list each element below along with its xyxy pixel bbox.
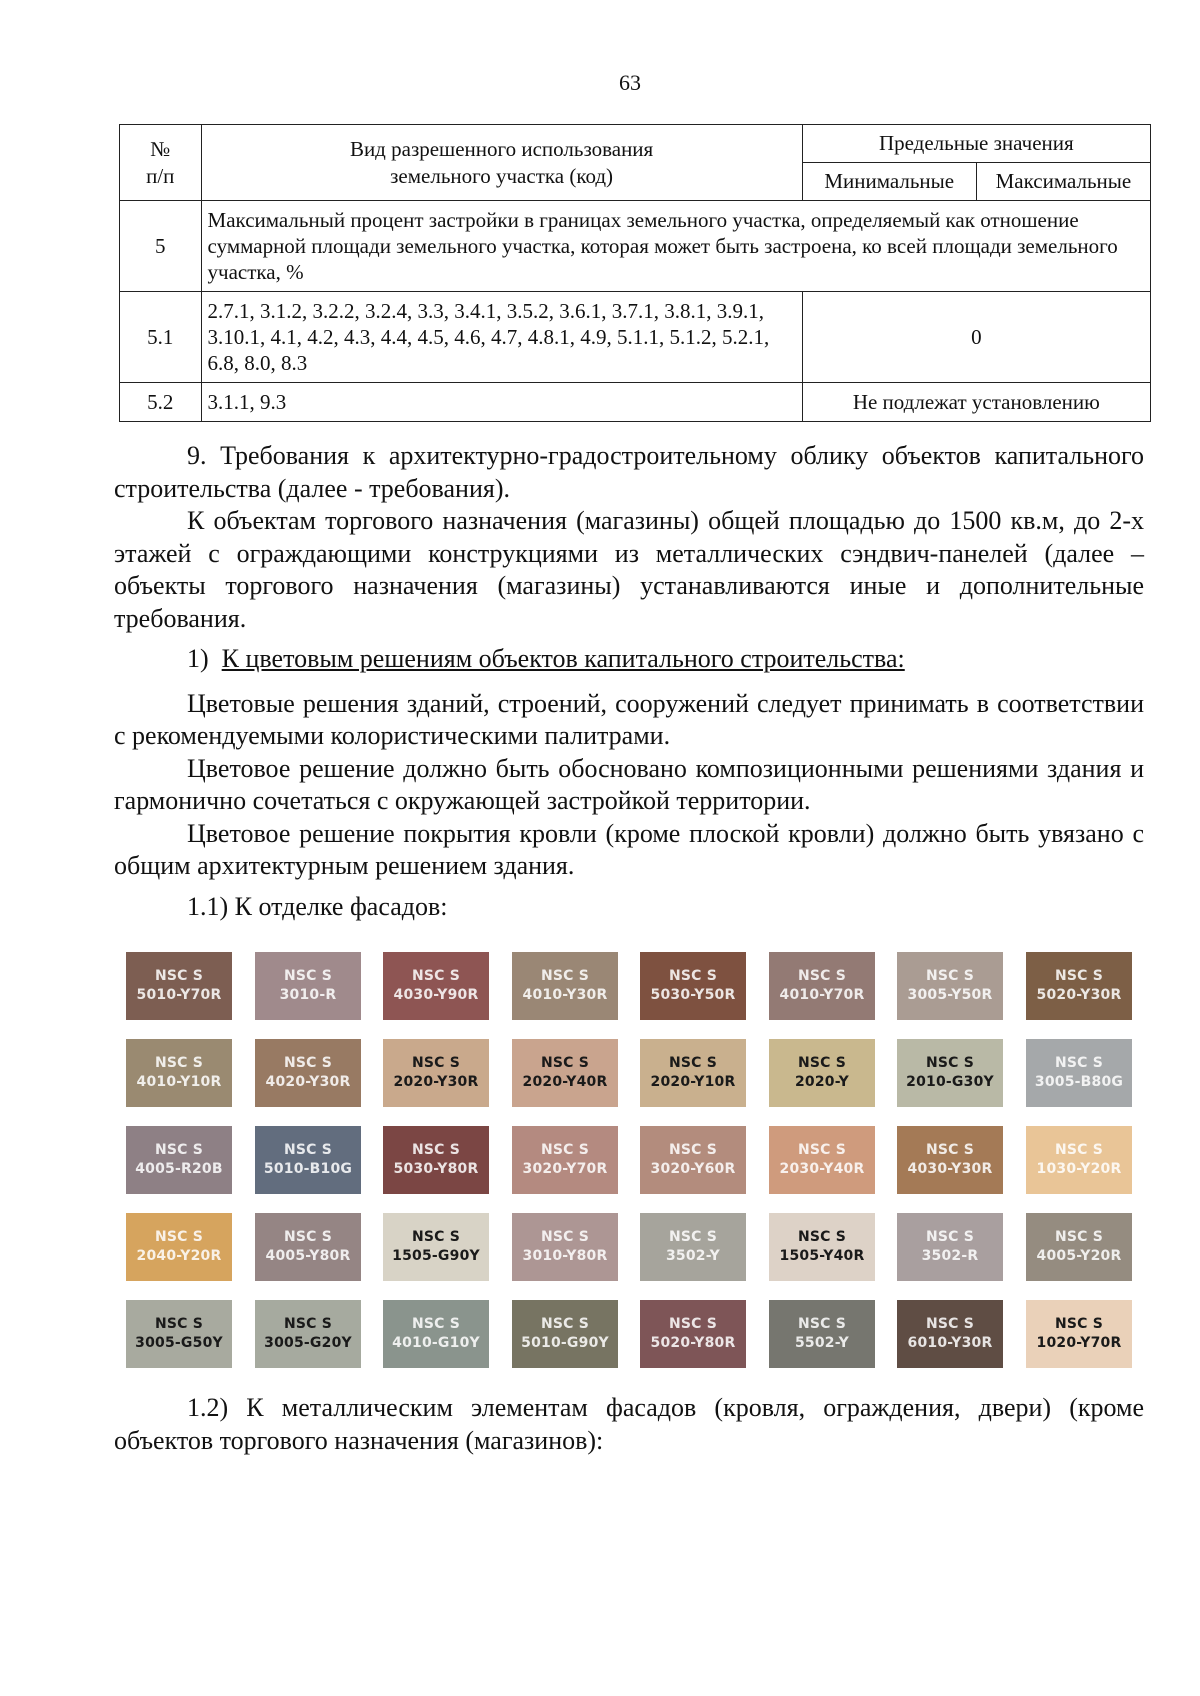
swatch-label-code: 5030-Y50R	[650, 987, 736, 1003]
color-swatch	[640, 1126, 746, 1194]
swatch-label-line1: NSC S	[668, 1229, 718, 1245]
swatch-label-line1: NSC S	[925, 1229, 975, 1245]
swatch-label-code: 2020-Y10R	[650, 1074, 736, 1090]
paragraph-retail-objects: К объектам торгового назначения (магазины) общей площадью до 1500 кв.м, до 2-х этажей с ограждающими конструкциями из металлических сэндвич-панелей (далее – объекты торгового назначения (магазины) устанавливаются иные и дополнительные требования.	[114, 506, 1144, 633]
paragraph-color-palettes: Цветовые решения зданий, строений, сооружений следует принимать в соответствии с рекомендуемыми колористическими палитрами.	[114, 688, 1144, 750]
paragraph-roof-color: Цветовое решение покрытия кровли (кроме плоской кровли) должно быть увязано с общим архитектурным решением здания.	[114, 818, 1144, 880]
color-swatch	[126, 1213, 232, 1281]
swatch-label-line1: NSC S	[925, 1142, 975, 1158]
color-swatch	[383, 1126, 489, 1194]
color-swatch	[1026, 1126, 1132, 1194]
row-value: Не подлежат установлению	[802, 383, 1150, 422]
color-swatch	[383, 1213, 489, 1281]
swatch-label-line1: NSC S	[540, 1229, 590, 1245]
swatch-label-code: 3010-R	[279, 987, 337, 1003]
color-swatch	[640, 1213, 746, 1281]
swatch-label-code: 1030-Y20R	[1036, 1161, 1122, 1177]
color-swatch	[897, 1126, 1003, 1194]
color-swatch	[769, 1126, 875, 1194]
color-swatch	[1026, 1213, 1132, 1281]
row-codes: 3.1.1, 9.3	[201, 383, 802, 422]
swatch-label-line1: NSC S	[925, 968, 975, 984]
swatch-label-code: 4010-Y70R	[779, 987, 865, 1003]
swatch-label-code: 4005-Y80R	[265, 1248, 351, 1264]
swatch-label-code: 3005-B80G	[1034, 1074, 1124, 1090]
swatch-label-code: 5010-B10G	[263, 1161, 353, 1177]
swatch-label-line1: NSC S	[797, 1055, 847, 1071]
swatch-label-line1: NSC S	[1054, 1316, 1104, 1332]
swatch-label-line1: NSC S	[154, 1142, 204, 1158]
swatch-label-line1: NSC S	[540, 968, 590, 984]
row-number: 5.1	[120, 292, 202, 383]
swatch-label-code: 5020-Y30R	[1036, 987, 1122, 1003]
color-swatch	[769, 1300, 875, 1368]
swatch-label-code: 4005-Y20R	[1036, 1248, 1122, 1264]
color-swatch	[383, 1300, 489, 1368]
color-swatch	[897, 952, 1003, 1020]
swatch-label-line1: NSC S	[283, 1142, 333, 1158]
color-swatch	[255, 1300, 361, 1368]
color-swatch	[512, 952, 618, 1020]
color-swatch	[383, 1039, 489, 1107]
col-header-max: Максимальные	[976, 163, 1150, 201]
swatch-label-code: 5010-G90Y	[521, 1335, 609, 1351]
paragraph-metal-elements: 1.2) К металлическим элементам фасадов (кровля, ограждения, двери) (кроме объектов торгового назначения (магазинов):	[114, 1393, 1144, 1455]
swatch-label-code: 4030-Y30R	[907, 1161, 993, 1177]
swatch-label-line1: NSC S	[668, 1055, 718, 1071]
swatch-label-code: 4010-Y30R	[522, 987, 608, 1003]
color-swatch	[383, 952, 489, 1020]
swatch-label-code: 2040-Y20R	[136, 1248, 222, 1264]
swatch-label-line1: NSC S	[668, 968, 718, 984]
swatch-label-line1: NSC S	[797, 1142, 847, 1158]
color-swatch	[255, 1213, 361, 1281]
swatch-label-code: 5010-Y70R	[136, 987, 222, 1003]
requirements-text	[114, 440, 1144, 923]
col-header-use-type: Вид разрешенного использования земельного участка (код)	[201, 125, 802, 201]
metal-elements-text	[114, 1392, 1144, 1457]
swatch-label-code: 3502-R	[921, 1248, 979, 1264]
swatch-label-code: 3010-Y80R	[522, 1248, 608, 1264]
swatch-label-line1: NSC S	[154, 1229, 204, 1245]
swatch-label-code: 4020-Y30R	[265, 1074, 351, 1090]
paragraph-requirements-title: 9. Требования к архитектурно-градостроительному облику объектов капитального строительства (далее - требования).	[114, 441, 1144, 503]
swatch-label-code: 1505-G90Y	[392, 1248, 480, 1264]
swatch-label-code: 1020-Y70R	[1036, 1335, 1122, 1351]
swatch-label-code: 3020-Y60R	[650, 1161, 736, 1177]
swatch-label-code: 3005-Y50R	[907, 987, 993, 1003]
swatch-label-line1: NSC S	[411, 1316, 461, 1332]
color-swatch	[255, 1039, 361, 1107]
swatch-label-line1: NSC S	[668, 1316, 718, 1332]
swatch-label-line1: NSC S	[1054, 968, 1104, 984]
swatch-label-line1: NSC S	[1054, 1229, 1104, 1245]
swatch-label-line1: NSC S	[797, 968, 847, 984]
swatch-label-line1: NSC S	[154, 1055, 204, 1071]
row-number: 5.2	[120, 383, 202, 422]
swatch-label-code: 1505-Y40R	[779, 1248, 865, 1264]
color-swatch	[769, 952, 875, 1020]
swatch-label-code: 2020-Y40R	[522, 1074, 608, 1090]
row-value: 0	[802, 292, 1150, 383]
swatch-label-line1: NSC S	[540, 1142, 590, 1158]
swatch-label-line1: NSC S	[411, 968, 461, 984]
color-swatch	[512, 1300, 618, 1368]
color-swatch	[512, 1213, 618, 1281]
swatch-label-line1: NSC S	[797, 1229, 847, 1245]
color-swatch	[126, 1300, 232, 1368]
swatch-label-code: 3020-Y70R	[522, 1161, 608, 1177]
swatch-label-line1: NSC S	[668, 1142, 718, 1158]
color-palette	[126, 952, 1136, 1376]
swatch-label-code: 2020-Y30R	[393, 1074, 479, 1090]
swatch-label-line1: NSC S	[1054, 1055, 1104, 1071]
color-swatch	[769, 1039, 875, 1107]
swatch-label-line1: NSC S	[411, 1055, 461, 1071]
color-swatch	[769, 1213, 875, 1281]
swatch-label-code: 2030-Y40R	[779, 1161, 865, 1177]
color-swatch	[126, 1126, 232, 1194]
col-header-limits: Предельные значения	[802, 125, 1150, 163]
color-swatch	[640, 1039, 746, 1107]
color-swatch	[897, 1213, 1003, 1281]
limits-table	[119, 124, 1151, 422]
color-swatch	[897, 1039, 1003, 1107]
color-swatch	[255, 1126, 361, 1194]
paragraph-facade-finish-heading: 1.1) К отделке фасадов:	[187, 891, 448, 921]
swatch-label-code: 4005-R20B	[135, 1161, 223, 1177]
table-row	[120, 292, 1151, 383]
swatch-label-line1: NSC S	[925, 1055, 975, 1071]
color-swatch	[1026, 1039, 1132, 1107]
swatch-label-line1: NSC S	[540, 1055, 590, 1071]
swatch-label-line1: NSC S	[283, 1316, 333, 1332]
table-row	[120, 201, 1151, 292]
swatch-label-line1: NSC S	[283, 968, 333, 984]
swatch-label-code: 2010-G30Y	[906, 1074, 994, 1090]
color-swatch	[897, 1300, 1003, 1368]
swatch-label-line1: NSC S	[283, 1055, 333, 1071]
swatch-label-line1: NSC S	[1054, 1142, 1104, 1158]
page-number: 63	[619, 70, 641, 95]
swatch-label-code: 3005-G50Y	[135, 1335, 223, 1351]
swatch-label-line1: NSC S	[154, 968, 204, 984]
color-swatch	[640, 1300, 746, 1368]
row-number: 5	[120, 201, 202, 292]
paragraph-color-solutions-heading: 1) К цветовым решениям объектов капитального строительства:	[187, 644, 905, 673]
table-row	[120, 383, 1151, 422]
swatch-label-code: 3502-Y	[665, 1248, 721, 1264]
swatch-label-line1: NSC S	[797, 1316, 847, 1332]
swatch-label-line1: NSC S	[540, 1316, 590, 1332]
color-swatch	[640, 952, 746, 1020]
swatch-label-line1: NSC S	[283, 1229, 333, 1245]
paragraph-composition: Цветовое решение должно быть обосновано композиционными решениями здания и гармонично сочетаться с окружающей застройкой территории.	[114, 753, 1144, 815]
color-swatch	[512, 1039, 618, 1107]
col-header-number: № п/п	[120, 125, 202, 201]
col-header-min: Минимальные	[802, 163, 976, 201]
color-swatch	[512, 1126, 618, 1194]
swatch-label-code: 5502-Y	[794, 1335, 850, 1351]
swatch-label-code: 4030-Y90R	[393, 987, 479, 1003]
swatch-label-code: 5030-Y80R	[393, 1161, 479, 1177]
heading-underlined: К цветовым решениям объектов капитального строительства:	[221, 644, 905, 673]
color-swatch	[255, 952, 361, 1020]
swatch-label-line1: NSC S	[411, 1142, 461, 1158]
swatch-label-code: 3005-G20Y	[264, 1335, 352, 1351]
swatch-label-code: 6010-Y30R	[907, 1335, 993, 1351]
swatch-label-line1: NSC S	[154, 1316, 204, 1332]
color-swatch	[1026, 952, 1132, 1020]
swatch-label-code: 5020-Y80R	[650, 1335, 736, 1351]
row-text: Максимальный процент застройки в границах земельного участка, определяемый как отношение суммарной площади земельного участка, которая может быть застроена, ко всей площади земельного участка, %	[201, 201, 1150, 292]
swatch-label-line1: NSC S	[411, 1229, 461, 1245]
swatch-label-code: 2020-Y	[794, 1074, 850, 1090]
swatch-label-code: 4010-Y10R	[136, 1074, 222, 1090]
color-swatch	[1026, 1300, 1132, 1368]
color-swatch	[126, 952, 232, 1020]
swatch-label-code: 4010-G10Y	[392, 1335, 480, 1351]
row-codes: 2.7.1, 3.1.2, 3.2.2, 3.2.4, 3.3, 3.4.1, 3.5.2, 3.6.1, 3.7.1, 3.8.1, 3.9.1, 3.10.1, 4.1, 4.2, 4.3, 4.4, 4.5, 4.6, 4.7, 4.8.1, 4.9, 5.1.1, 5.1.2, 5.2.1, 6.8, 8.0, 8.3	[201, 292, 802, 383]
swatch-label-line1: NSC S	[925, 1316, 975, 1332]
color-swatch	[126, 1039, 232, 1107]
